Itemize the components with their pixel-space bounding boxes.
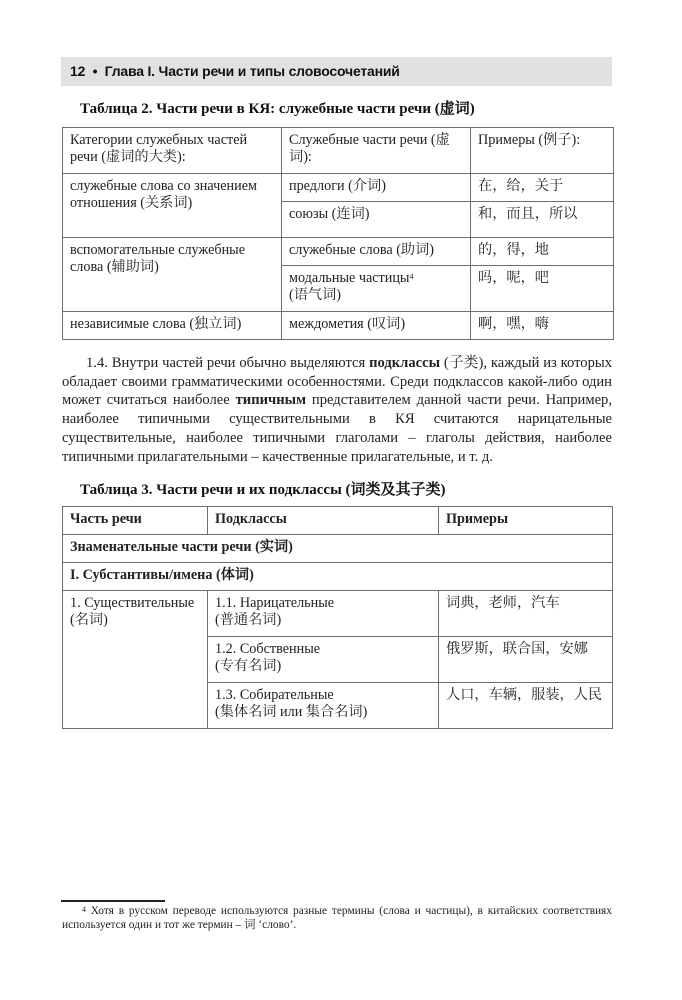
- part-cell: союзы (连词): [282, 202, 471, 238]
- table2-header-cell: Служебные части речи (虚词):: [282, 128, 471, 174]
- category-cell: вспомогательные служебные слова (辅助词): [63, 238, 282, 312]
- category-cell: служебные слова со значением отношения (关系词): [63, 174, 282, 238]
- running-header-text: 12 • Глава I. Части речи и типы словосочетаний: [70, 63, 400, 79]
- examples-cell: 的，得，地: [471, 238, 614, 266]
- subclass-cell: 1.3. Собирательные (集体名词 или 集合名词): [208, 683, 439, 729]
- table-row: [63, 238, 614, 266]
- table2-header-cell: Примеры (例子):: [471, 128, 614, 174]
- footnote-ref[interactable]: 4: [409, 272, 414, 281]
- term-typical: типичным: [235, 392, 307, 409]
- table2: [62, 127, 614, 340]
- table2-caption: Таблица 2. Части речи в КЯ: служебные части речи (虚词): [80, 101, 475, 117]
- table3-header-cell: Примеры: [439, 507, 613, 535]
- table3-header-cell: Часть речи: [63, 507, 208, 535]
- subclass-cell: 1.2. Собственные (专有名词): [208, 637, 439, 683]
- footnote: $^4$ Хотя в русском переводе используются разные термины (слова и частицы), в китайских соответствиях используется один и тот же термин – 词 ‘слово’.: [62, 905, 612, 931]
- subsection-cell: I. Субстантивы/имена (体词): [63, 563, 613, 591]
- part-of-speech-cell: 1. Существительные (名词): [63, 591, 208, 729]
- part-cell: модальные частицы$^4$ (语气词): [282, 266, 471, 312]
- part-cell: служебные слова (助词): [282, 238, 471, 266]
- section-row: [63, 535, 613, 563]
- footnote-divider: [61, 900, 165, 902]
- table3-header-row: [63, 507, 613, 535]
- examples-cell: 人口，车辆，服装，人民: [439, 683, 613, 729]
- table3: [62, 506, 613, 729]
- category-cell: независимые слова (独立词): [63, 312, 282, 340]
- table-row: [63, 174, 614, 202]
- table-row: [63, 591, 613, 637]
- part-cell: предлоги (介词): [282, 174, 471, 202]
- table3-caption: Таблица 3. Части речи и их подклассы (词类及其子类): [80, 482, 446, 498]
- subsection-row: [63, 563, 613, 591]
- table2-header-row: [63, 128, 614, 174]
- term-subclasses: подклассы: [369, 355, 441, 371]
- examples-cell: 词典，老师，汽车: [439, 591, 613, 637]
- section-cell: Знаменательные части речи (实词): [63, 535, 613, 563]
- table2-header-cell: Категории служебных частей речи (虚词的大类):: [63, 128, 282, 174]
- examples-cell: 啊，嘿，嗨: [471, 312, 614, 340]
- part-cell: междометия (叹词): [282, 312, 471, 340]
- running-header: [61, 57, 612, 86]
- examples-cell: 吗，呢，吧: [471, 266, 614, 312]
- examples-cell: 和，而且，所以: [471, 202, 614, 238]
- table-row: [63, 312, 614, 340]
- examples-cell: 在，给，关于: [471, 174, 614, 202]
- examples-cell: 俄罗斯，联合国，安娜: [439, 637, 613, 683]
- table3-header-cell: Подклассы: [208, 507, 439, 535]
- subclass-cell: 1.1. Нарицательные (普通名词): [208, 591, 439, 637]
- body-paragraph: 1.4. Внутри частей речи обычно выделяются подклассы (子类), каждый из которых обладает своими грамматическими особенностями. Среди подклассов какой-либо один может считаться наиболее типичным представителем данной части речи. Например, наиболее типичными существительными в КЯ считаются нарицательные существительные, наиболее типичными глаголами – глаголы действия, наиболее типичными прилагательными – качественные прилагательные, и т. д.: [62, 355, 613, 465]
- footnote-mark: 4: [82, 905, 86, 914]
